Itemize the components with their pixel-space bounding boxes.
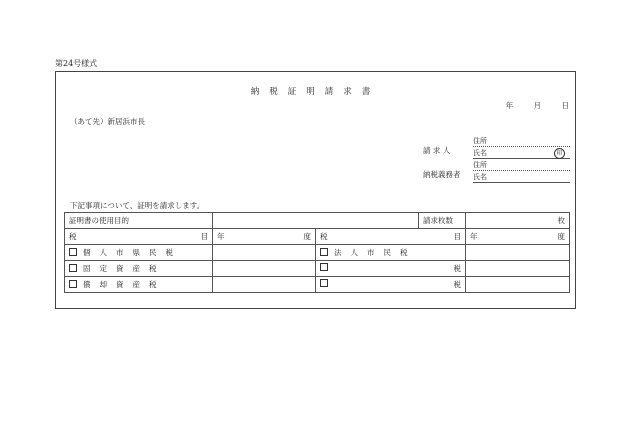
checkbox-icon[interactable] [69, 280, 77, 288]
seal-mark: 印 [554, 148, 565, 159]
row-3-right-item[interactable]: 税 [316, 277, 466, 293]
date-fields [488, 100, 569, 111]
date-year[interactable]: 年 [505, 101, 514, 110]
date-month[interactable]: 月 [533, 101, 542, 110]
row-1-right-year[interactable] [466, 245, 570, 261]
row-3-left-year[interactable] [213, 277, 316, 293]
row-1-left-item[interactable]: 個人市県民税 [65, 245, 213, 261]
header-tax-item-right: 税 目 [316, 229, 466, 245]
row-2-left-year[interactable] [213, 261, 316, 277]
taxpayer-address-field[interactable] [473, 160, 570, 171]
taxpayer-name-label: 氏名 [473, 173, 487, 181]
count-input[interactable]: 枚 [466, 213, 570, 229]
row-2-right-item[interactable]: 税 [316, 261, 466, 277]
row-1-right-item[interactable]: 法人市民税 [316, 245, 466, 261]
table-row [65, 277, 570, 293]
row-2-left-item[interactable]: 固定資産税 [65, 261, 213, 277]
table-row [65, 245, 570, 261]
checkbox-icon[interactable] [320, 248, 328, 256]
table-row [65, 261, 570, 277]
header-fiscal-year-left: 年 度 [213, 229, 316, 245]
requester-label: 請 求 人 [423, 146, 451, 155]
row-3-right-year[interactable] [466, 277, 570, 293]
purpose-label: 証明書の使用目的 [65, 213, 213, 229]
row-2-right-year[interactable] [466, 261, 570, 277]
requester-name-field[interactable] [473, 148, 570, 159]
count-label: 請求枚数 [419, 213, 466, 229]
row-1-left-year[interactable] [213, 245, 316, 261]
date-day[interactable]: 日 [561, 101, 569, 110]
checkbox-icon[interactable] [320, 279, 328, 287]
purpose-input[interactable] [213, 213, 419, 229]
header-row [65, 229, 570, 245]
addressee: （あて先）新居浜市長 [70, 117, 145, 126]
requester-address-label: 住所 [473, 137, 487, 145]
row-3-left-item[interactable]: 償却資産税 [65, 277, 213, 293]
requester-name-label: 氏名 [473, 149, 487, 157]
header-tax-item-left: 税 目 [65, 229, 213, 245]
checkbox-icon[interactable] [320, 263, 328, 271]
requester-address-field[interactable] [473, 136, 570, 147]
checkbox-icon[interactable] [69, 264, 77, 272]
taxpayer-address-label: 住所 [473, 161, 487, 169]
form-frame [55, 71, 576, 309]
form-number: 第24号様式 [55, 59, 98, 68]
checkbox-icon[interactable] [69, 248, 77, 256]
request-text: 下記事項について、証明を請求します。 [70, 201, 205, 210]
purpose-row [65, 213, 570, 229]
form-title: 納税証明請求書 [250, 87, 381, 97]
header-fiscal-year-right: 年 度 [466, 229, 570, 245]
certificate-table [64, 212, 570, 293]
taxpayer-name-field[interactable] [473, 172, 570, 183]
taxpayer-label: 納税義務者 [423, 170, 461, 179]
